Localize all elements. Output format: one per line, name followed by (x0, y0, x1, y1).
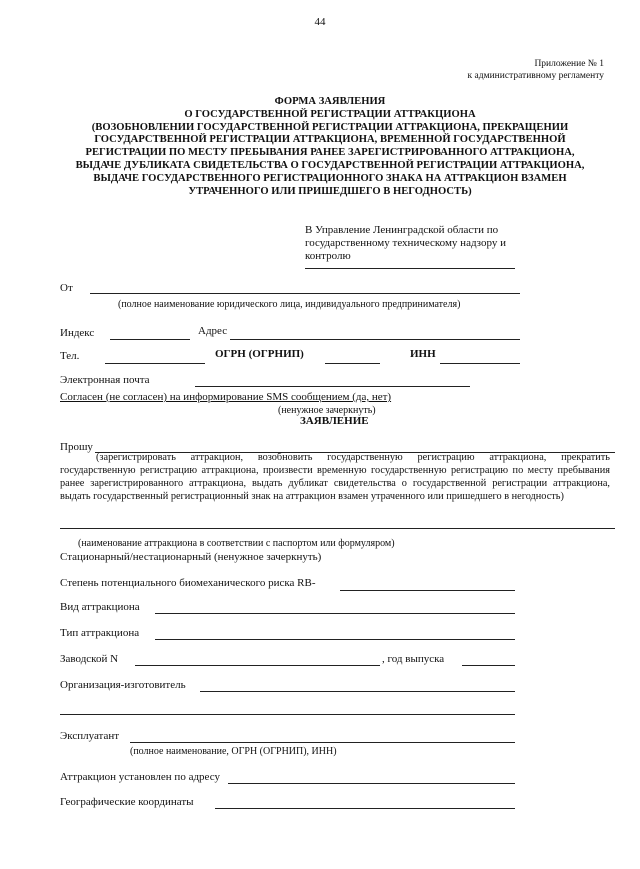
installed-address-field[interactable] (228, 783, 515, 784)
addressee-line: В Управление Ленинградской области по (305, 224, 499, 236)
inn-field[interactable] (440, 363, 520, 364)
type-field[interactable] (155, 639, 515, 640)
coordinates-label: Географические координаты (60, 796, 194, 808)
stationary-label: Стационарный/нестационарный (ненужное зачеркнуть) (60, 551, 322, 563)
kind-field[interactable] (155, 613, 515, 614)
coordinates-field[interactable] (215, 808, 515, 809)
addressee-fill-line[interactable] (305, 268, 515, 269)
title-line: УТРАЧЕННОГО ИЛИ ПРИШЕДШЕГО В НЕГОДНОСТЬ) (188, 185, 472, 197)
ogrn-label: ОГРН (ОГРНИП) (215, 348, 304, 360)
phone-label: Тел. (60, 350, 80, 362)
risk-field[interactable] (340, 590, 515, 591)
from-field[interactable] (90, 293, 520, 294)
title-line: (ВОЗОБНОВЛЕНИИ ГОСУДАРСТВЕННОЙ РЕГИСТРАЦИИ АТТРАКЦИОНА, ПРЕКРАЩЕНИИ (91, 121, 569, 133)
title-line: О ГОСУДАРСТВЕННОЙ РЕГИСТРАЦИИ АТТРАКЦИОНА (184, 108, 476, 120)
request-options: (зарегистрировать аттракцион, возобновить государственную регистрацию аттракциона, прекратить государственную регистрацию аттракциона, произвести временную государственную регистрацию по месту пребывания ранее зарегистрированного аттракциона, выдать дубликат свидетельства о государственной регистрации аттракциона, выдать государственный регистрационный знак на аттракцион взамен утраченного или пришедшего в негодность) (60, 452, 610, 502)
from-hint: (полное наименование юридического лица, индивидуального предпринимателя) (118, 299, 461, 310)
appendix-number: Приложение № 1 (534, 59, 604, 69)
ogrn-field[interactable] (325, 363, 380, 364)
address-label: Адрес (198, 325, 228, 337)
index-field[interactable] (110, 339, 190, 340)
title-line: ФОРМА ЗАЯВЛЕНИЯ (274, 96, 386, 107)
operator-field[interactable] (130, 742, 515, 743)
year-field[interactable] (462, 665, 515, 666)
phone-field[interactable] (105, 363, 205, 364)
title-line: ВЫДАЧЕ ДУБЛИКАТА СВИДЕТЕЛЬСТВА О ГОСУДАРСТВЕННОЙ РЕГИСТРАЦИИ АТТРАКЦИОНА, (75, 159, 585, 171)
type-label: Тип аттракциона (60, 627, 140, 639)
request-label: Прошу (60, 441, 93, 453)
attraction-name-field[interactable] (60, 528, 615, 529)
manufacturer-label: Организация-изготовитель (60, 679, 186, 691)
serial-label: Заводской N (60, 653, 119, 665)
statement-heading: ЗАЯВЛЕНИЕ (300, 415, 369, 427)
sms-consent[interactable]: Согласен (не согласен) на информирование SMS сообщением (да, нет) (60, 391, 392, 403)
title-line: ГОСУДАРСТВЕННОЙ РЕГИСТРАЦИИ АТТРАКЦИОНА, ВРЕМЕННОЙ ГОСУДАРСТВЕННОЙ (94, 134, 566, 146)
operator-hint: (полное наименование, ОГРН (ОГРНИП), ИНН) (130, 746, 337, 757)
kind-label: Вид аттракциона (60, 601, 140, 613)
year-label: , год выпуска (382, 653, 445, 665)
email-label: Электронная почта (60, 374, 150, 386)
email-field[interactable] (195, 386, 470, 387)
operator-label: Эксплуатант (60, 730, 120, 742)
page-number: 44 (314, 16, 326, 28)
addressee-line: государственному техническому надзору и (305, 237, 506, 249)
title-line: РЕГИСТРАЦИИ ПО МЕСТУ ПРЕБЫВАНИЯ РАНЕЕ ЗАРЕГИСТРИРОВАННОГО АТТРАКЦИОНА, (85, 147, 575, 159)
from-label: От (60, 282, 73, 294)
addressee-line: контролю (305, 250, 351, 262)
serial-field[interactable] (135, 665, 380, 666)
appendix-reference: к административному регламенту (467, 71, 604, 81)
title-line: ВЫДАЧЕ ГОСУДАРСТВЕННОГО РЕГИСТРАЦИОННОГО ЗНАКА НА АТТРАКЦИОН ВЗАМЕН (93, 172, 567, 184)
manufacturer-field-continued[interactable] (60, 714, 515, 715)
strike-hint: (ненужное зачеркнуть) (278, 405, 376, 416)
address-field[interactable] (230, 339, 520, 340)
attraction-name-hint: (наименование аттракциона в соответствии с паспортом или формуляром) (78, 538, 395, 549)
manufacturer-field[interactable] (200, 691, 515, 692)
index-label: Индекс (60, 327, 95, 339)
form-title (50, 96, 610, 198)
installed-address-label: Аттракцион установлен по адресу (60, 771, 220, 783)
risk-label: Степень потенциального биомеханического риска RB- (60, 577, 316, 589)
inn-label: ИНН (410, 348, 436, 360)
